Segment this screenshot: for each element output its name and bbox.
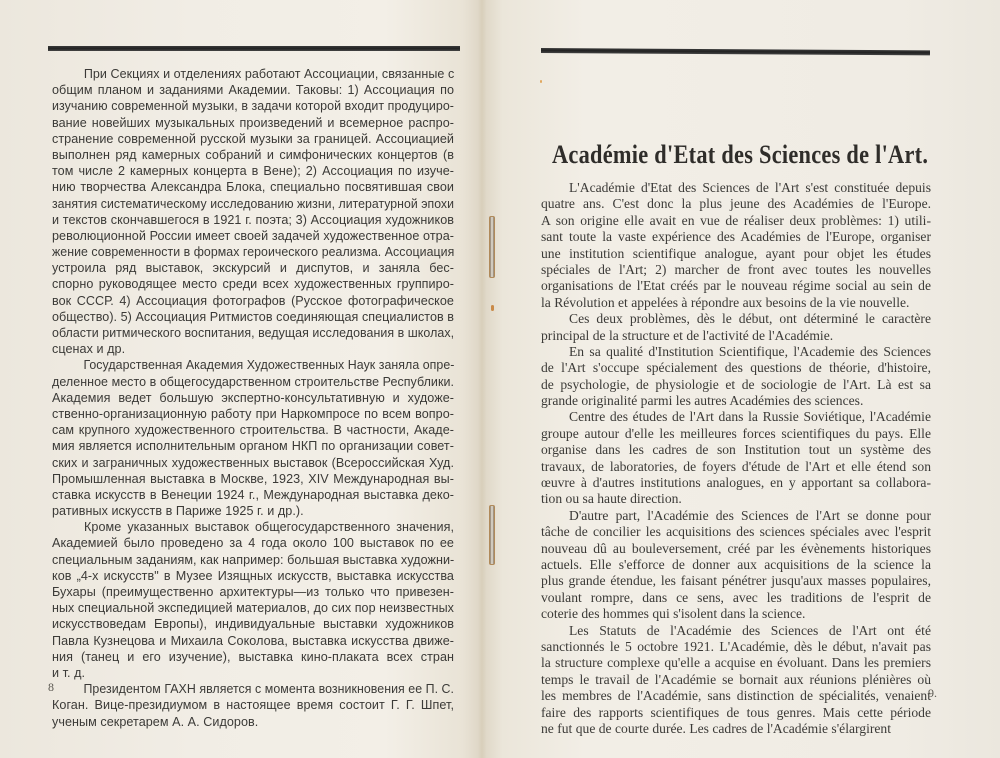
text-line: Кроме указанных выставок общегосударственного значения, (84, 520, 454, 535)
paragraph (52, 66, 454, 357)
right-page-text (541, 180, 931, 737)
text-line: groupe autour d'elle les meilleures forces scientifiques du pays. Elle (541, 425, 931, 441)
text-line: мия является исполнительным органом НКП по организации совет- (52, 439, 454, 454)
text-line: революционной России имеет своей задачей художественное отра- (52, 228, 454, 243)
text-line: ственно-организационную работу при Наркомпросе по всем вопро- (52, 406, 454, 421)
text-line: спорно руководящее место среди всех художественных группиро- (52, 277, 454, 292)
text-line: travaux, de laboratories, de foyers d'étude de l'Art et elle étend son (541, 458, 931, 474)
text-line: сам крупного художественного строительства. В частности, Акаде- (52, 423, 454, 438)
text-line: ских и заграничных художественных выставок (Всероссийская Худ. (52, 455, 454, 470)
text-line: Президентом ГАХН является с момента возникновения ее П. С. (83, 682, 455, 697)
text-line: la Révolution et appelées à répondre aux besoins de la vie nouvelle. (541, 294, 910, 310)
text-line: D'autre part, l'Académie des Sciences de l'Art se donne pour (569, 507, 931, 523)
rust-spot (540, 80, 542, 83)
text-line: области ритмического воспитания, ведущая исследования в школах, (52, 326, 455, 340)
paragraph (52, 357, 454, 519)
paragraph (52, 519, 454, 681)
text-line: les membres de l'Académie, sans distinction de spécialités, venaient (541, 688, 931, 704)
text-line: ративных искусств в Париже 1925 г. и др.). (52, 504, 304, 519)
text-line: voulant rompre, dans ce sens, avec les traditions de l'esprit de (541, 589, 931, 605)
text-line: Павла Кузнецова и Михаила Соколова, выставка искусства движе- (52, 633, 454, 648)
text-line: de l'Art s'occupe spécialement des questions de théorie, d'histoire, (541, 360, 931, 376)
page-number-left: 8 (48, 680, 54, 694)
paragraph (541, 409, 931, 507)
text-line: При Секциях и отделениях работают Ассоциации, связанные с (83, 67, 455, 81)
text-line: actuels. Elle s'efforce de donner aux acquisitions de la science la (541, 556, 931, 572)
text-line: искусствоведам Европы), индивидуальные выставки художников (52, 617, 454, 632)
text-line: organise dans les cadres de son Institution tout un système des (541, 442, 931, 458)
text-line: устроила ряд выставок, экскурсий и диспутов, и заняла бес- (52, 261, 454, 276)
book-gutter (478, 0, 486, 758)
text-line: L'Académie d'Etat des Sciences de l'Art s'est constituée depuis (569, 180, 931, 195)
text-line: Государственная Академия Художественных Наук заняла опре- (83, 358, 455, 373)
text-line: изучанию современной музыки, в задачи которой входит продуциро- (52, 99, 454, 114)
paragraph (541, 344, 931, 410)
text-line: вок СССР. 4) Ассоциация фотографов (Русское фотографическое (52, 293, 454, 308)
text-line: общим планом и заданиями Академии. Таковы: 1) Ассоциация по (52, 83, 454, 98)
text-line: общество). 5) Ассоциация Ритмистов соединяющая специалистов в (52, 309, 454, 324)
paragraph (541, 508, 931, 623)
paragraph (541, 311, 931, 344)
text-line: специальным заданиям, как например: большая выставка художни- (52, 552, 455, 567)
text-line: plus grande étendue, les faisant pénétrer jusqu'aux masses populaires, (541, 573, 931, 589)
text-line: sant toute la vaste expérience des Académies de l'Europe, organiser (541, 229, 931, 245)
text-line: ных специальной экспедицией материалов, до сих пор неизвестных (52, 601, 454, 616)
text-line: жение современности в формах героического реализма. Ассоциация (52, 245, 455, 260)
text-line: ne fut que de courte durée. Les cadres de l'Académie s'élargirent (541, 720, 891, 736)
page-number-right: 9. (928, 686, 937, 700)
text-line: Centre des études de l'Art dans la Russie Soviétique, l'Académie (569, 409, 931, 425)
text-line: nouveau dû au bouleversement, créé par les évènements historiques (541, 540, 931, 556)
text-line: tâche de concilier les acquisitions des sciences spéciales avec l'esprit (541, 524, 931, 540)
text-line: quatre ans. C'est donc la plus jeune des Académies de l'Europe. (541, 196, 931, 212)
text-line: занятия систематическому исследованию жизни, литературной эпохи (52, 196, 455, 211)
left-page-text (52, 66, 454, 730)
text-line: spéciales de l'Art; 2) marcher de front avec toutes les nouvelles (541, 261, 931, 277)
text-line: grande originalité parmi les autres Académies des sciences. (541, 393, 864, 409)
header-rule-left (48, 46, 460, 51)
text-line: ния (танец и его изучение), выставка кино-плаката всех стран (52, 649, 454, 664)
text-line: деленное место в общегосударственном строительстве Республики. (52, 374, 454, 389)
text-line: sanctionnés le 5 octobre 1921. L'Académie, dès le début, n'avait pas (541, 638, 931, 654)
text-line: Промышленная выставка в Москве, 1923, XIV Международная вы- (52, 471, 454, 486)
text-line: и т. д. (52, 665, 86, 680)
text-line: temps le travail de l'Académie se bornait aux réunions plénières où (541, 671, 931, 687)
text-line: том числе 2 камерных концерта в Вене); 2) Ассоциация по изуче- (52, 164, 454, 179)
text-line: la structure complexe qu'elle a acquise en évoluant. Dans les premiers (541, 655, 931, 671)
text-line: coterie des hommes qui s'isolent dans la science. (541, 606, 806, 622)
text-line: ков „4-х искусств" в Музее Изящных искусств, выставка искусства (52, 568, 454, 583)
rust-spot (491, 305, 494, 311)
text-line: нию творчества Александра Блока, специально посвятившая свои (52, 180, 454, 195)
text-line: œuvre à d'autres institutions analogues, en y apportant sa collabora- (541, 475, 931, 491)
text-line: tion ou sa haute direction. (541, 491, 682, 507)
text-line: En sa qualité d'Institution Scientifique, l'Academie des Sciences (569, 343, 931, 359)
page-title: Académie d'Etat des Sciences de l'Art. (552, 140, 929, 169)
text-line: вание новейших музыкальных произведений и всемерное распро- (52, 115, 454, 130)
text-line: Коган. Вице-президиумом в настоящее время состоит Г. Г. Шпет, (52, 698, 454, 713)
text-line: Les Statuts de l'Académie des Sciences de l'Art ont été (569, 622, 931, 638)
text-line: une institution scientifique analogue, ayant pour objet les études (541, 245, 931, 261)
text-line: сценах и др. (52, 342, 126, 357)
text-line: de psychologie, de physiologie et de sociologie de l'Art. Là est sa (541, 376, 931, 392)
text-line: ученым секретарем А. А. Сидоров. (52, 714, 259, 729)
staple-bottom (489, 505, 495, 565)
text-line: ставка искусств в Венеции 1924 г., Международная выставка деко- (52, 487, 454, 502)
text-line: principal de la structure et de l'activité de l'Académie. (541, 327, 834, 343)
paragraph (541, 623, 931, 738)
text-line: и текстов скончавшегося в 1921 г. поэта; 3) Ассоциация художников (52, 212, 454, 227)
paragraph (541, 180, 931, 311)
paragraph (52, 681, 454, 730)
text-line: странение современной русской музыки за границей. Ассоциацией (52, 131, 454, 146)
text-line: Академия ведет большую экспертно-консультативную и художе- (52, 390, 454, 405)
text-line: organisations de l'Etat créés par le nouveau régime social au sein de (541, 278, 931, 294)
text-line: Бухары (преимущественно архитектуры—из только что привезен- (52, 585, 454, 599)
text-line: faire des rapports scientifiques de tous genres. Mais cette période (541, 704, 931, 720)
text-line: A son origine elle avait en vue de réaliser deux problèmes: 1) utili- (541, 212, 931, 228)
text-line: Ces deux problèmes, dès le début, ont déterminé le caractère (569, 311, 931, 327)
text-line: Академией было проведено за 4 года около 100 выставок по ее (52, 536, 454, 551)
text-line: выполнен ряд камерных собраний и симфонических концертов (в (52, 147, 454, 162)
staple-top (489, 216, 495, 278)
